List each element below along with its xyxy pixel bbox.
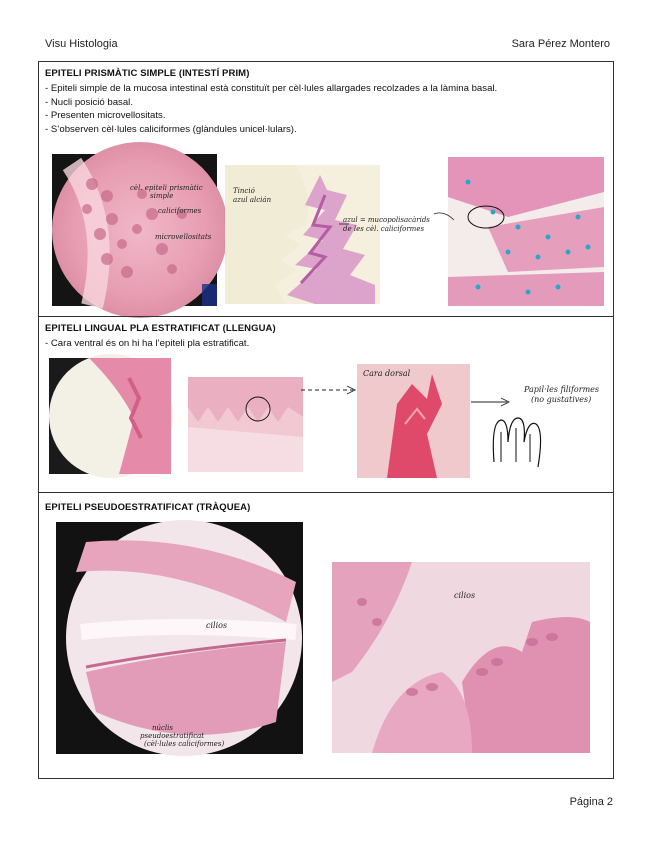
annotation-blue-goblet: de les cèl. caliciformes <box>343 225 425 233</box>
micrograph-intestine-zoom <box>448 157 604 306</box>
section-title-trachea: EPITELI PSEUDOESTRATIFICAT (TRÀQUEA) <box>45 502 251 513</box>
content-frame <box>38 61 614 779</box>
annotation-non-gustatory: (no gustatives) <box>531 395 592 404</box>
annotation-cilia: cilios <box>206 621 228 630</box>
author-name: Sara Pérez Montero <box>511 38 610 50</box>
bullet-item: - S’observen cèl·lules caliciformes (glàndules unicel·lulars). <box>45 123 297 135</box>
bullet-item: - Nucli posició basal. <box>45 96 133 108</box>
annotation-cilia-zoom: cilios <box>454 591 476 600</box>
section-divider <box>39 316 613 317</box>
micrograph-intestine-circle-art <box>52 154 217 306</box>
annotation-stain: Tinció <box>233 187 255 195</box>
annotation-microvilli: microvellositats <box>155 233 212 241</box>
arrow-to-sketch <box>471 396 513 412</box>
annotation-simple: simple <box>150 192 174 200</box>
micrograph-intestine-circle <box>52 154 217 306</box>
annotation-epithelium: cèl. epiteli prismàtic <box>130 184 203 192</box>
annotation-pseudo: pseudoestratificat <box>140 732 205 740</box>
micrograph-trachea-circle-art <box>56 522 303 754</box>
papilla-sketch <box>486 412 546 470</box>
section-bullets-tongue <box>45 337 249 351</box>
section-bullets-intestine <box>45 82 497 136</box>
section-title-tongue: EPITELI LINGUAL PLA ESTRATIFICAT (LLENGUA) <box>45 323 276 334</box>
annotation-arrows <box>339 202 459 242</box>
annotation-stain-name: azul alcián <box>233 196 272 204</box>
micrograph-trachea-circle <box>56 522 303 754</box>
annotation-blue: azul = mucopolisacàrids <box>343 216 430 224</box>
section-divider <box>39 492 613 493</box>
document-title: Visu Histologia <box>45 38 118 50</box>
section-title-intestine: EPITELI PRISMÀTIC SIMPLE (INTESTÍ PRIM) <box>45 68 250 79</box>
annotation-dorsal: Cara dorsal <box>363 369 411 378</box>
annotation-papillae: Papil·les filiformes <box>524 385 599 394</box>
annotation-nuclei: núclis <box>152 724 174 732</box>
micrograph-intestine-zoom-art <box>448 157 604 306</box>
page-number: Página 2 <box>569 796 613 808</box>
micrograph-tongue-circle-art <box>49 358 171 474</box>
annotation-goblet-cells: (cèl·lules caliciformes) <box>144 740 225 748</box>
micrograph-tongue-circle <box>49 358 171 474</box>
micrograph-tongue-epithelium <box>188 377 303 472</box>
micrograph-tongue-papilla-art <box>357 364 470 478</box>
bullet-item: - Cara ventral és on hi ha l’epiteli pla estratificat. <box>45 338 250 349</box>
bullet-item: - Epiteli simple de la mucosa intestinal està constituït per cèl·lules allargades recolzades a la làmina basal. <box>45 83 498 94</box>
bullet-item: - Presenten microvellositats. <box>45 110 166 121</box>
arrow-to-papilla <box>301 380 361 400</box>
micrograph-trachea-zoom <box>332 562 590 753</box>
annotation-goblet: caliciformes <box>158 207 202 215</box>
micrograph-tongue-epithelium-art <box>188 377 303 472</box>
micrograph-tongue-papilla <box>357 364 470 478</box>
